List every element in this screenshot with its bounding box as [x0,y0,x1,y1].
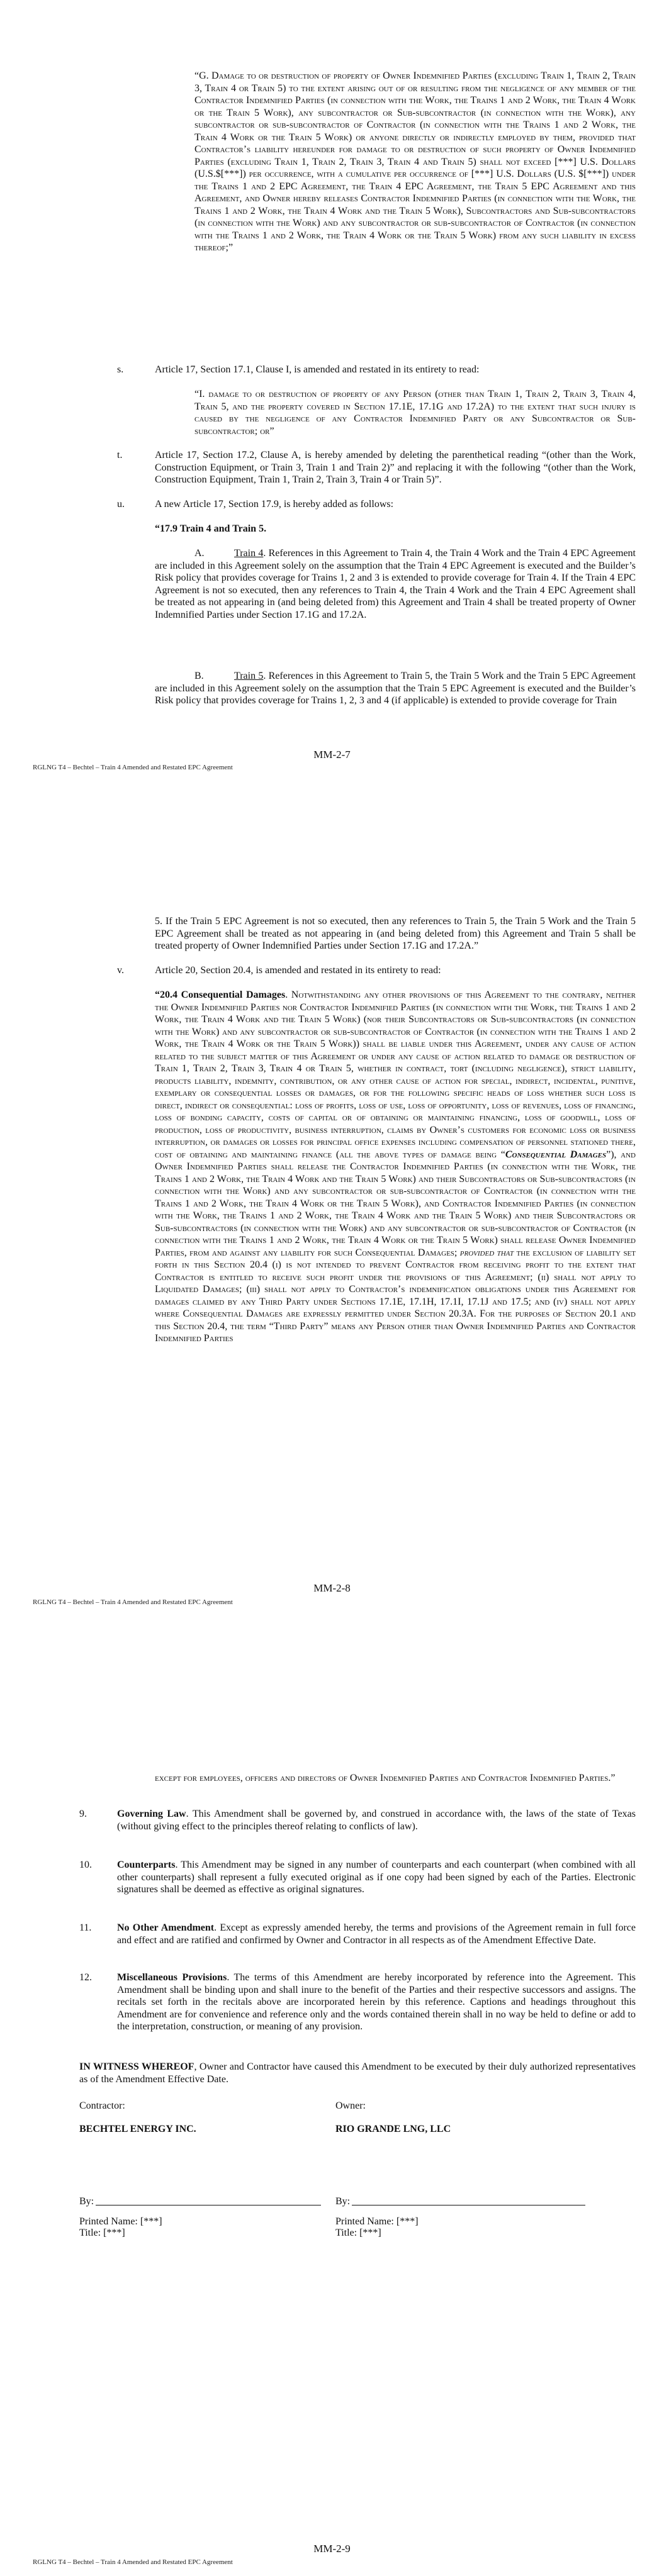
item-v-label: v. [117,965,124,976]
section-20-4-body-3: the exclusion of liability set forth in this Section 20.4 (i) is not intended to prevent Contractor from receiving profit to the extent that Contractor is entitled to receive such profit under the provisions of this Agreement; (ii) shall not apply to Liquidated Damages; (iii) shall not apply to Contractor’s indemnification obligations under this Agreement for damages claimed by any Third Party under Sections 17.1E, 17.1H, 17.1I, 17.1J and 17.5; and (iv) shall not apply where Consequential Damages are expressly permitted under Section 20.3A. For the purposes of Section 20.1 and this Section 20.4, the term “Third Party” means any Person other than Owner Indemnified Parties and Contractor Indemnified Parties [155,1247,636,1344]
section-9-text [117,1808,636,1832]
subsection-a-body: . References in this Agreement to Train 4, the Train 4 Work and the Train 4 EPC Agreement are included in this Agreement solely on the assumption that the Train 4 EPC Agreement is executed and the Builder’s Risk policy that provides coverage for Trains 1, 2 and 3 is extended to provide coverage for Train 4. If the Train 4 EPC Agreement is not so executed, then any references to Train 4, the Train 4 Work and the Train 4 EPC Agreement shall be treated as not appearing in (and being deleted from) this Agreement and Train 4 shall be treated property of Owner Indemnified Parties under Section 17.1G and 17.2A. [155,548,636,620]
owner-printed-name: Printed Name: [***] [335,2216,419,2227]
section-10-number: 10. [79,1860,92,1870]
page-footer: RGLNG T4 – Bechtel – Train 4 Amended and Restated EPC Agreement [33,2558,233,2566]
witness-body: , Owner and Contractor have caused this Amendment to be executed by their duly authorized representatives as of the Amendment Effective Date. [79,2061,636,2085]
contractor-title: Title: [***] [79,2228,125,2238]
item-s-intro: Article 17, Section 17.1, Clause I, is amended and restated in its entirety to read: [155,364,480,375]
item-s-label: s. [117,364,124,375]
document-page-3 [0,1717,664,2576]
proviso-text: provided that [459,1247,514,1258]
section-10-body: . This Amendment may be signed in any number of counterparts and each counterpart (when combined with all other counterparts) shall represent a fully executed original as if one copy had been signed by each of the Parties. Electronic signatures shall be deemed as effective as original signatures. [117,1860,636,1895]
owner-by-label: By: [335,2196,351,2207]
page-footer: RGLNG T4 – Bechtel – Train 4 Amended and Restated EPC Agreement [33,1598,233,1606]
section-20-4-text [155,989,636,1345]
contractor-name: BECHTEL ENERGY INC. [79,2124,196,2134]
owner-title: Title: [***] [335,2228,381,2238]
section-20-4-body-1: . Notwithstanding any other provisions of this Agreement to the contrary, neither the Owner Indemnified Parties nor Contractor Indemnified Parties (in connection with the Work, the Trains 1 and 2 Work, the Train 4 Work and the Train 5 Work) (nor their Subcontractors or Sub-subcontractors (in connection with the Work) and any subcontractor or sub-subcontractor of Contractor (in connection with the Trains 1 and 2 Work, the Train 4 Work or the Train 5 Work)) shall be liable under this Agreement, under any cause of action related to the subject matter of this Agreement or under any cause of action related to damage or destruction of Train 1, Train 2, Train 3, Train 4 or Train 5, whether in contract, tort (including negligence), strict liability, products liability, indemnity, contribution, or any other cause of action for special, indirect, incidental, punitive, exemplary or consequential losses or damages, or for the following specific heads of loss whether such loss is direct, indirect or consequential: loss of profits, loss of use, loss of opportunity, loss of revenues, loss of financing, loss of bonding capacity, costs of capital or of obtaining or maintaining financing, loss of goodwill, loss of production, loss of productivity, business interruption, claims by Owner’s customers for economic loss or business interruption, or damages or losses for principal office expenses including compensation of personnel stationed there, cost of obtaining and maintaining finance (all the above types of damage being “ [155,990,636,1160]
section-20-4-heading: “20.4 Consequential Damages [155,990,286,1000]
section-9-title: Governing Law [117,1809,186,1819]
page-footer: RGLNG T4 – Bechtel – Train 4 Amended and Restated EPC Agreement [33,764,233,771]
document-page-1 [0,0,664,859]
contractor-label: Contractor: [79,2100,125,2111]
section-12-body: . The terms of this Amendment are hereby incorporated by reference into the Agreement. This Amendment shall be binding upon and shall inure to the benefit of the Parties and their respective successors and assigns. The recitals set forth in the recitals above are incorporated herein by this reference. Captions and headings throughout this Amendment are for convenience and reference only and the words contained therein shall in no way be held to define or add to the interpretation, construction, or meaning of any provision. [117,1972,636,2032]
subsection-b-text [155,670,636,707]
contractor-by-label: By: [79,2196,94,2207]
clause-i-quote: “I. damage to or destruction of property of any Person (other than Train 1, Train 2, Train 3, Train 4, Train 5, and the property covered in Section 17.1E, 17.1G and 17.2A) to the extent that such injury is caused by the negligence of any Contractor Indemnified Party or any Subcontractor or Sub-subcontractor; or” [194,389,636,437]
contractor-printed-name: Printed Name: [***] [79,2216,162,2227]
clause-g-text: “G. Damage to or destruction of property of Owner Indemnified Parties (excluding Train 1, Train 2, Train 3, Train 4 or Train 5) to the extent arising out of or resulting from the negligence of any member of the Contractor Indemnified Parties (in connection with the Work, the Trains 1 and 2 Work, the Train 4 Work or the Train 5 Work), any subcontractor or Sub-subcontractor (in connection with the Work), any subcontractor or sub-subcontractor of Contractor (in connection with the Trains 1 and 2 Work, the Train 4 Work or the Train 5 Work) or anyone directly or indirectly employed by them, provided that Contractor’s liability hereunder for damage to or destruction of such property of Owner Indemnified Parties (excluding Train 1, Train 2, Train 3, Train 4 and Train 5) shall not exceed [***] U.S. Dollars (U.S.$[***]) per occurrence, with a cumulative per occurrence of [***] U.S. Dollars (U.S. $[***]) under the Trains 1 and 2 EPC Agreement, the Train 4 EPC Agreement, the Train 5 EPC Agreement and this Agreement, and Owner hereby releases Contractor Indemnified Parties (in connection with the Work, the Trains 1 and 2 Work, the Train 4 Work and the Train 5 Work), Subcontractors and Sub-subcontractors (in connection with the Work) and any subcontractor or sub-subcontractor of Contractor (in connection with the Trains 1 and 2 Work, the Train 4 Work or the Train 5 Work) from any such liability in excess thereof;” [194,70,636,253]
section-20-4-continuation: except for employees, officers and directors of Owner Indemnified Parties and Contractor Indemnified Parties.” [155,1773,616,1783]
owner-name: RIO GRANDE LNG, LLC [335,2124,451,2134]
witness-heading: IN WITNESS WHEREOF [79,2061,194,2072]
section-12-text [117,1971,636,2033]
subsection-b-title: Train 5 [234,671,264,681]
subsection-a-label: A. [194,548,205,559]
section-20-4-body-2: ”), and Owner Indemnified Parties shall release the Contractor Indemnified Parties (in connection with the Work, the Trains 1 and 2 Work, the Train 4 Work and the Train 5 Work) and their Subcontractors or Sub-subcontractors (in connection with the Work) and any subcontractor or sub-subcontractor of Contractor (in connection with the Trains 1 and 2 Work, the Train 4 Work or the Train 5 Work), and Contractor Indemnified Parties (in connection with the Work, the Trains 1 and 2 Work, the Train 4 Work and the Train 5 Work) and their Subcontractors or Sub-subcontractors (in connection with the Work) and any subcontractor or sub-subcontractor of Contractor (in connection with the Trains 1 and 2 Work, the Train 4 Work or the Train 5 Work) shall release Owner Indemnified Parties, from and against any liability for such Consequential Damages; [155,1149,636,1258]
subsection-a-text [155,547,636,621]
item-t-text: Article 17, Section 17.2, Clause A, is hereby amended by deleting the parenthetical reading “(other than the Work, Construction Equipment, or Train 3, Train 1 and Train 2)” and replacing it with the following “(other than the Work, Construction Equipment, Train 1, Train 2, Train 3, Train 4 or Train 5)”. [155,450,636,485]
subsection-a-title: Train 4 [234,548,264,559]
consequential-damages-defined-term: Consequential Damages [505,1149,607,1160]
subsection-b-continuation: 5. If the Train 5 EPC Agreement is not so executed, then any references to Train 5, the Train 5 Work and the Train 5 EPC Agreement shall be treated as not appearing in (and being deleted from) this Agreement and Train 5 shall be treated property of Owner Indemnified Parties under Section 17.1G and 17.2A.” [155,916,636,951]
section-9-number: 9. [79,1809,87,1819]
item-v-intro: Article 20, Section 20.4, is amended and restated in its entirety to read: [155,965,441,976]
section-11-body: . Except as expressly amended hereby, the terms and provisions of the Agreement remain in full force and effect and are ratified and confirmed by Owner and Contractor in all respects as of the Amendment Effective Date. [117,1922,636,1946]
witness-clause [79,2061,636,2085]
page-number: MM-2-9 [313,2543,351,2555]
section-10-title: Counterparts [117,1860,176,1870]
item-u-intro: A new Article 17, Section 17.9, is hereby added as follows: [155,499,394,510]
subsection-b-body: . References in this Agreement to Train 5, the Train 5 Work and the Train 5 EPC Agreement are included in this Agreement solely on the assumption that the Train 5 EPC Agreement is executed and the Builder’s Risk policy that provides coverage for Trains 1, 2, 3 and 4 (if applicable) is extended to provide coverage for Train [155,671,636,706]
section-9-body: . This Amendment shall be governed by, and construed in accordance with, the laws of the state of Texas (without giving effect to the principles thereof relating to conflicts of law). [117,1809,636,1832]
item-t-label: t. [117,450,123,460]
subsection-b-label: B. [194,671,204,681]
page-number: MM-2-7 [313,749,351,761]
section-11-title: No Other Amendment [117,1922,215,1933]
section-10-text [117,1859,636,1896]
section-12-number: 12. [79,1972,92,1983]
document-page-2 [0,859,664,1717]
owner-label: Owner: [335,2100,366,2111]
section-17-9-heading: “17.9 Train 4 and Train 5. [155,523,267,534]
section-12-title: Miscellaneous Provisions [117,1972,227,1983]
item-u-label: u. [117,499,125,510]
page-number: MM-2-8 [313,1582,351,1594]
section-11-text [117,1922,636,1946]
section-11-number: 11. [79,1922,92,1933]
